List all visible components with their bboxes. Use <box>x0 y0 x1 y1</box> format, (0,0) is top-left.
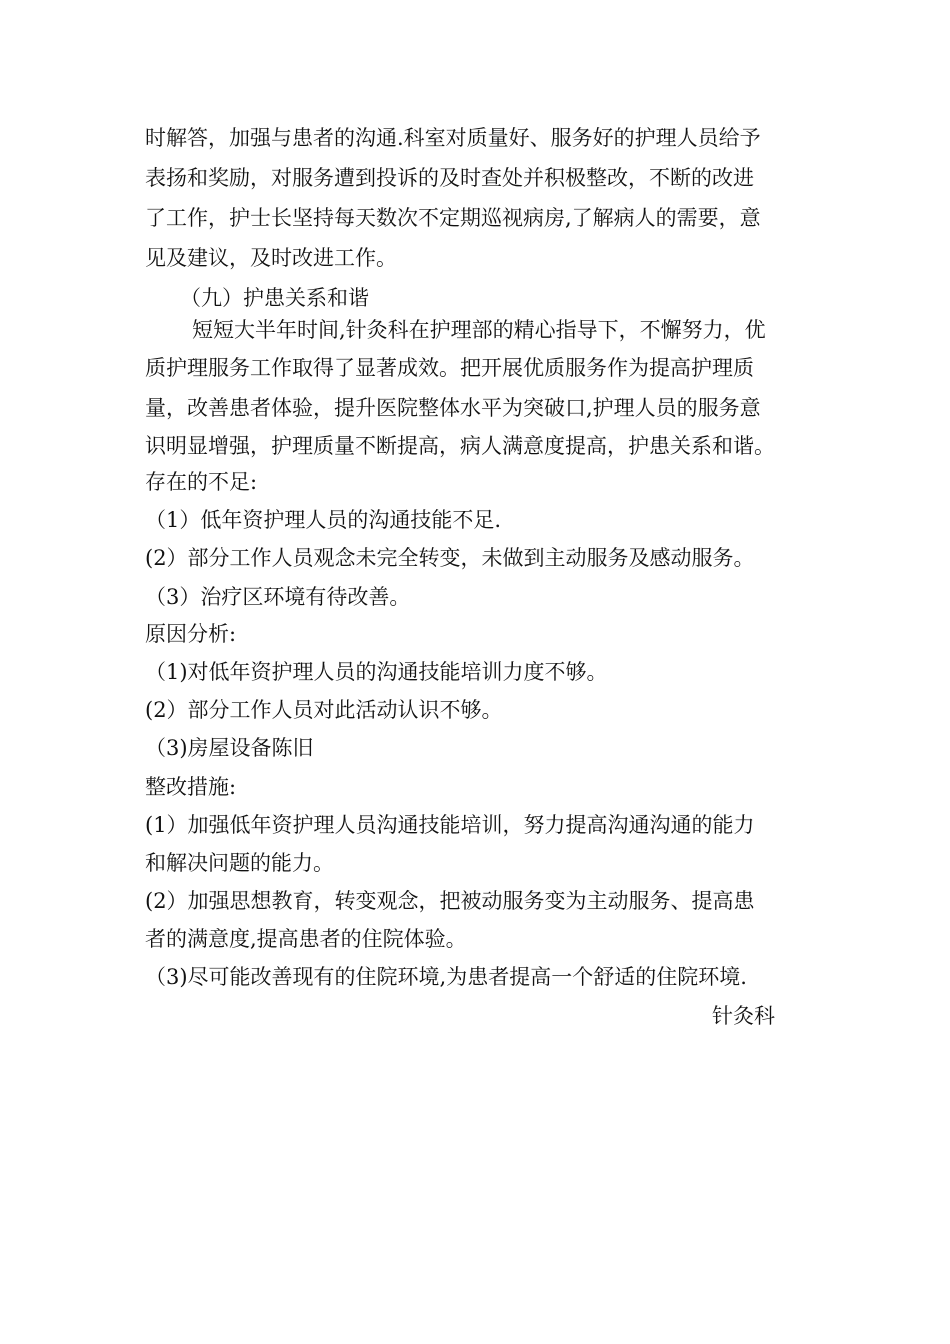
signature: 针灸科 <box>712 1004 775 1028</box>
list-item: （3）治疗区环境有待改善。 <box>145 585 411 609</box>
paragraph-line: 了工作，护士长坚持每天数次不定期巡视病房,了解病人的需要，意 <box>145 206 761 230</box>
paragraph-line: 质护理服务工作取得了显著成效。把开展优质服务作为提高护理质 <box>145 356 754 380</box>
list-item: (2）部分工作人员观念未完全转变，未做到主动服务及感动服务。 <box>145 546 755 570</box>
paragraph-line: 短短大半年时间,针灸科在护理部的精心指导下，不懈努力，优 <box>192 318 766 342</box>
subsection-title: 整改措施: <box>145 775 237 799</box>
section-heading: （九）护患关系和谐 <box>180 286 369 310</box>
list-item: (2）加强思想教育，转变观念，把被动服务变为主动服务、提高患 <box>145 889 755 913</box>
list-item: （3)房屋设备陈旧 <box>145 736 314 760</box>
paragraph-line: 识明显增强，护理质量不断提高，病人满意度提高，护患关系和谐。 <box>145 434 775 458</box>
paragraph-line: 量，改善患者体验，提升医院整体水平为突破口,护理人员的服务意 <box>145 396 761 420</box>
list-item: （3)尽可能改善现有的住院环境,为患者提高一个舒适的住院环境. <box>145 965 747 989</box>
list-item: 者的满意度,提高患者的住院体验。 <box>145 927 467 951</box>
list-item: （1）低年资护理人员的沟通技能不足. <box>145 508 502 532</box>
list-item: （1)对低年资护理人员的沟通技能培训力度不够。 <box>145 660 608 684</box>
paragraph-line: 见及建议，及时改进工作。 <box>145 246 397 270</box>
paragraph-line: 表扬和奖励，对服务遭到投诉的及时查处并积极整改，不断的改进 <box>145 166 754 190</box>
list-item: (1）加强低年资护理人员沟通技能培训，努力提高沟通沟通的能力 <box>145 813 755 837</box>
subsection-title: 存在的不足: <box>145 470 258 494</box>
subsection-title: 原因分析: <box>145 622 237 646</box>
list-item: (2）部分工作人员对此活动认识不够。 <box>145 698 503 722</box>
list-item: 和解决问题的能力。 <box>145 851 334 875</box>
paragraph-line: 时解答，加强与患者的沟通.科室对质量好、服务好的护理人员给予 <box>145 126 761 150</box>
